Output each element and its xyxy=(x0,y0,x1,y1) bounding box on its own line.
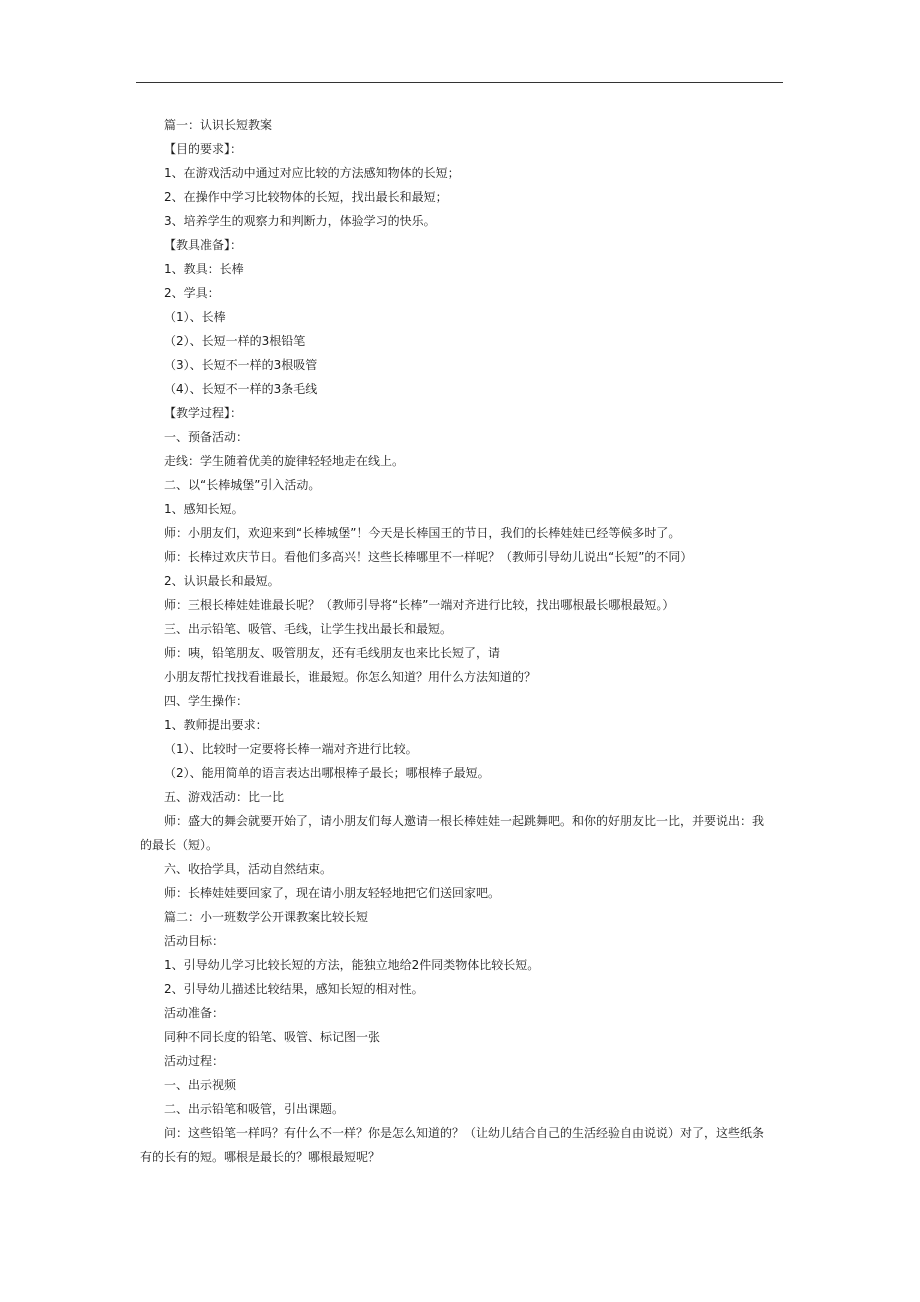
heading-materials: 【教具准备】： xyxy=(164,238,243,252)
heading-process: 【教学过程】： xyxy=(164,406,243,420)
paragraph: 五、游戏活动：比一比 xyxy=(164,790,285,804)
list-item: （4）、长短不一样的3条毛线 xyxy=(164,382,318,396)
heading-objectives: 【目的要求】： xyxy=(164,142,243,156)
heading-activity-process: 活动过程： xyxy=(164,1054,225,1068)
paragraph: 问：这些铅笔一样吗？有什么不一样？你是怎么知道的？（让幼儿结合自己的生活经验自由说说）对了，这些纸条 xyxy=(164,1126,765,1140)
paragraph: 三、出示铅笔、吸管、毛线，让学生找出最长和最短。 xyxy=(164,622,453,636)
paragraph-continuation: 的最长（短）。 xyxy=(140,838,219,852)
paragraph: 2、引导幼儿描述比较结果，感知长短的相对性。 xyxy=(164,982,424,996)
paragraph-continuation: 有的长有的短。哪根是最长的？哪根最短呢？ xyxy=(140,1150,381,1164)
paragraph: 师：三根长棒娃娃谁最长呢？（教师引导将“长棒”一端对齐进行比较，找出哪根最长哪根最短。） xyxy=(164,598,675,612)
document-body xyxy=(140,113,790,1169)
list-item: （1）、长棒 xyxy=(164,310,226,324)
paragraph: 一、预备活动： xyxy=(164,430,249,444)
paragraph: 一、出示视频 xyxy=(164,1078,237,1092)
paragraph: 师：盛大的舞会就要开始了，请小朋友们每人邀请一根长棒娃娃一起跳舞吧。和你的好朋友比一比，并要说出：我 xyxy=(164,814,765,828)
paragraph: 1、教师提出要求： xyxy=(164,718,268,732)
paragraph: 师：长棒娃娃要回家了，现在请小朋友轻轻地把它们送回家吧。 xyxy=(164,886,501,900)
paragraph: 师：长棒过欢庆节日。看他们多高兴！这些长棒哪里不一样呢？（教师引导幼儿说出“长短”的不同） xyxy=(164,550,693,564)
paragraph: 六、收拾学具，活动自然结束。 xyxy=(164,862,333,876)
paragraph: 二、以“长棒城堡”引入活动。 xyxy=(164,478,321,492)
paragraph: 走线：学生随着优美的旋律轻轻地走在线上。 xyxy=(164,454,405,468)
list-item: （2）、长短一样的3根铅笔 xyxy=(164,334,306,348)
list-item: （3）、长短不一样的3根吸管 xyxy=(164,358,318,372)
paragraph: 师：咦，铅笔朋友、吸管朋友，还有毛线朋友也来比长短了，请 xyxy=(164,646,501,660)
section-title-1: 篇一：认识长短教案 xyxy=(164,118,273,132)
paragraph: 二、出示铅笔和吸管，引出课题。 xyxy=(164,1102,345,1116)
section-title-2: 篇二：小一班数学公开课教案比较长短 xyxy=(164,910,369,924)
paragraph: 1、教具：长棒 xyxy=(164,262,244,276)
paragraph: 1、感知长短。 xyxy=(164,502,244,516)
paragraph: 1、在游戏活动中通过对应比较的方法感知物体的长短； xyxy=(164,166,460,180)
heading-goals: 活动目标： xyxy=(164,934,225,948)
paragraph: 1、引导幼儿学习比较长短的方法，能独立地给2件同类物体比较长短。 xyxy=(164,958,540,972)
paragraph: 2、认识最长和最短。 xyxy=(164,574,280,588)
paragraph: 3、培养学生的观察力和判断力，体验学习的快乐。 xyxy=(164,214,436,228)
paragraph: 四、学生操作： xyxy=(164,694,249,708)
list-item: （2）、能用简单的语言表达出哪根棒子最长；哪根棒子最短。 xyxy=(164,766,490,780)
list-item: （1）、比较时一定要将长棒一端对齐进行比较。 xyxy=(164,742,418,756)
paragraph: 2、学具： xyxy=(164,286,220,300)
paragraph: 2、在操作中学习比较物体的长短，找出最长和最短； xyxy=(164,190,448,204)
paragraph: 师：小朋友们，欢迎来到“长棒城堡”！今天是长棒国王的节日，我们的长棒娃娃已经等候多时了。 xyxy=(164,526,681,540)
paragraph: 小朋友帮忙找找看谁最长，谁最短。你怎么知道？用什么方法知道的？ xyxy=(164,670,537,684)
heading-preparation: 活动准备： xyxy=(164,1006,225,1020)
paragraph: 同种不同长度的铅笔、吸管、标记图一张 xyxy=(164,1030,381,1044)
header-rule xyxy=(136,82,783,83)
